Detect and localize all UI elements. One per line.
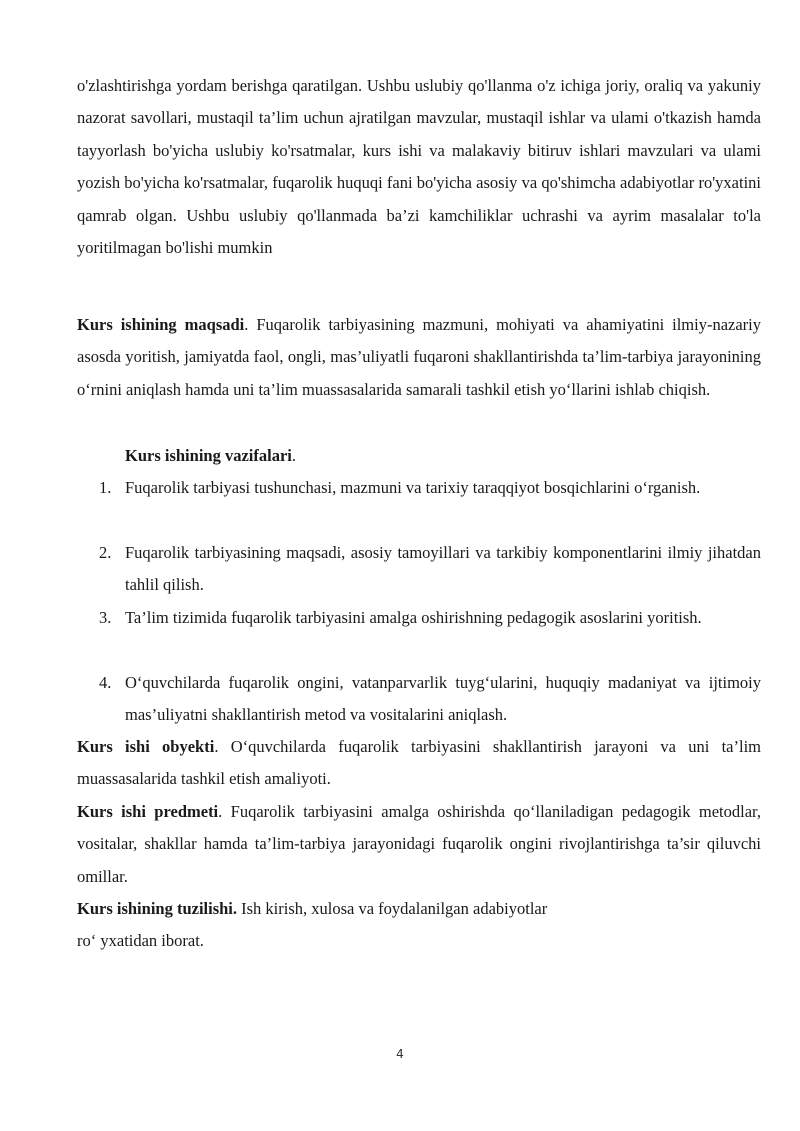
task-number: 3. (99, 608, 112, 627)
task-text: Ta’lim tizimida fuqarolik tarbiyasini amalga oshirishning pedagogik asoslarini yoritish. (125, 608, 702, 627)
task-item (99, 472, 761, 504)
object-text: . O‘quvchilarda fuqarolik tarbiyasini shakllantirish jarayoni va uni ta’lim muassasalarida tashkil etish amaliyoti. (77, 737, 762, 789)
object-label: Kurs ishi obyekti (77, 737, 215, 756)
task-number: 2. (99, 543, 112, 562)
tasks-label: Kurs ishining vazifalari (125, 446, 292, 465)
task-number: 1. (99, 478, 112, 497)
task-number: 4. (99, 673, 112, 692)
goal-label: Kurs ishining maqsadi (77, 315, 245, 334)
subject-paragraph (77, 796, 761, 893)
task-text: O‘quvchilarda fuqarolik ongini, vatanparvarlik tuyg‘ularini, huquqiy madaniyat va ijtimoiy mas’uliyatni shakllantirish metod va vositalarini aniqlash. (125, 673, 761, 725)
goal-paragraph (77, 309, 761, 406)
structure-line2: ro‘ yxatidan iborat. (77, 931, 204, 951)
task-item (99, 537, 761, 602)
subject-text: . Fuqarolik tarbiyasini amalga oshirishda qo‘llaniladigan pedagogik metodlar, vositalar, shakllar hamda ta’lim-tarbiya jarayonidagi fuqarolik ongini rivojlantirishga ta’sir qiluvchi omillar. (77, 802, 761, 886)
tasks-heading: Kurs ishining vazifalari. (125, 446, 296, 465)
intro-paragraph: o'zlashtirishga yordam berishga qaratilgan. Ushbu uslubiy qo'llanma o'z ichiga joriy, oraliq va yakuniy nazorat savollari, mustaqil ta’lim uchun ajratilgan mavzular, mustaqil ishlar va ulami o'tkazish hamda tayyorlash bo'yicha uslubiy ko'rsatmalar, kurs ishi va malakaviy bitiruv ishlari mavzulari va ulami yozish bo'yicha ko'rsatmalar, fuqarolik huquqi fani bo'yicha asosiy va qo'shimcha adabiyotlar ro'yxatini qamrab olgan. Ushbu uslubiy qo'llanmada ba’zi kamchiliklar uchrashi va ayrim masalalar to'la yoritilmagan bo'lishi mumkin (77, 76, 761, 258)
subject-label: Kurs ishi predmeti (77, 802, 219, 821)
structure-label: Kurs ishining tuzilishi. (77, 899, 238, 918)
structure-paragraph (77, 893, 761, 958)
task-text: Fuqarolik tarbiyasining maqsadi, asosiy tamoyillari va tarkibiy komponentlarini ilmiy jihatdan tahlil qilish. (125, 543, 761, 595)
object-paragraph (77, 731, 761, 796)
goal-text: . Fuqarolik tarbiyasining mazmuni, mohiyati va ahamiyatini ilmiy-nazariy asosda yoritish, jamiyatda faol, ongli, mas’uliyatli fuqaroni shakllantirishda ta’lim-tarbiya jarayonining o‘rnini aniqlash hamda uni ta’lim muassasalarida samarali tashkil etish yo‘llarini ishlab chiqish. (77, 315, 761, 399)
structure-line1: Ish kirish, xulosa va foydalanilgan adabiyotlar (237, 899, 548, 918)
task-item (99, 667, 761, 732)
page-number: 4 (396, 1047, 404, 1061)
task-item (99, 602, 761, 634)
task-text: Fuqarolik tarbiyasi tushunchasi, mazmuni va tarixiy taraqqiyot bosqichlarini o‘rganish. (125, 478, 701, 497)
